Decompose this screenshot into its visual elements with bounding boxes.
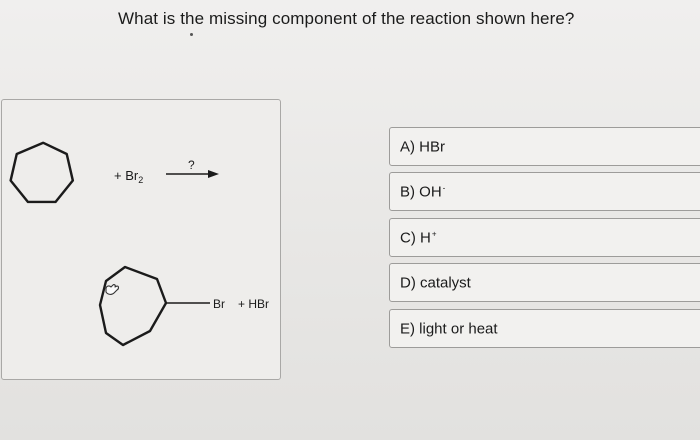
arrow-condition-label: ?: [188, 158, 195, 172]
reaction-diagram-panel: [1, 99, 281, 380]
answer-option-a[interactable]: [389, 127, 700, 166]
answer-option-b[interactable]: [389, 172, 700, 211]
reaction-arrow-head: [208, 170, 219, 178]
answer-option-c[interactable]: [389, 218, 700, 257]
question-text: What is the missing component of the reaction shown here?: [118, 9, 575, 28]
reagent-subscript: 2: [138, 175, 144, 185]
reagent-prefix: + Br: [114, 168, 139, 183]
byproduct-text: + HBr: [238, 297, 270, 311]
answer-option-b-label: B) OH-: [400, 183, 446, 200]
answer-option-e[interactable]: [389, 309, 700, 348]
hand-cursor-icon: [106, 285, 119, 295]
product-substituent: Br: [213, 297, 225, 311]
stray-dot: [190, 33, 193, 36]
answer-option-d-label: D) catalyst: [400, 274, 471, 291]
answer-option-c-label: C) H+: [400, 229, 437, 246]
answer-option-e-label: E) light or heat: [400, 320, 498, 337]
cycloheptane-reactant: [11, 143, 73, 202]
reaction-diagram: [2, 100, 282, 381]
reagent-text: [114, 168, 143, 185]
answer-option-d[interactable]: [389, 263, 700, 302]
cycloheptane-product: [100, 267, 166, 345]
answer-option-a-label: A) HBr: [400, 138, 446, 155]
